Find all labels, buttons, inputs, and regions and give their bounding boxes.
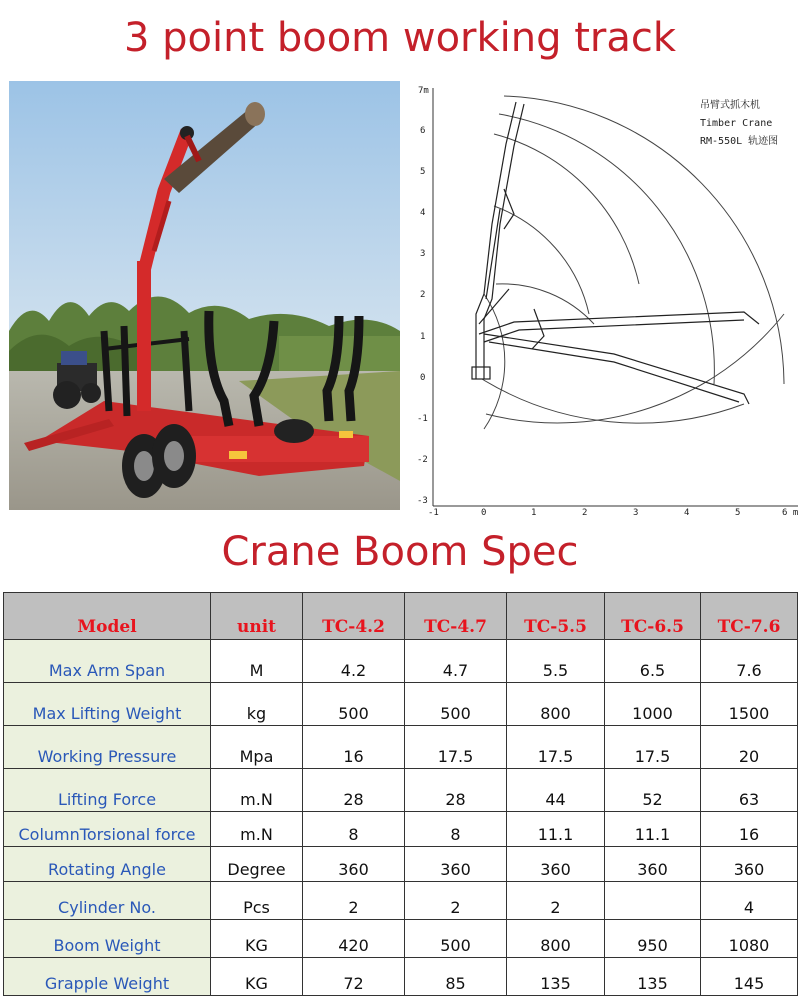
table-cell: 360 [405, 847, 507, 882]
table-cell: 800 [507, 920, 605, 958]
table-cell: 360 [701, 847, 798, 882]
row-unit: m.N [211, 769, 303, 812]
row-label: Grapple Weight [4, 958, 211, 996]
column-header: TC-5.5 [507, 593, 605, 640]
table-row [4, 769, 798, 812]
table-row [4, 882, 798, 920]
table-cell: 800 [507, 683, 605, 726]
table-row [4, 920, 798, 958]
row-unit: KG [211, 920, 303, 958]
row-unit: KG [211, 958, 303, 996]
table-cell: 950 [605, 920, 701, 958]
table-cell: 16 [701, 812, 798, 847]
row-label: Max Lifting Weight [4, 683, 211, 726]
row-label: ColumnTorsional force [4, 812, 211, 847]
table-cell: 8 [303, 812, 405, 847]
table-row [4, 640, 798, 683]
table-cell: 72 [303, 958, 405, 996]
row-label: Boom Weight [4, 920, 211, 958]
y-tick-label: 3 [420, 249, 426, 259]
x-tick-label: 6 m [782, 508, 799, 516]
y-tick-label: 7m [418, 86, 429, 96]
table-cell: 500 [303, 683, 405, 726]
y-tick-label: 5 [420, 167, 426, 177]
table-row [4, 812, 798, 847]
table-cell: 360 [303, 847, 405, 882]
diagram-label-en: Timber Crane [700, 118, 773, 129]
table-cell: 5.5 [507, 640, 605, 683]
table-cell: 4.7 [405, 640, 507, 683]
x-tick-label: 0 [481, 508, 487, 516]
table-cell: 16 [303, 726, 405, 769]
table-cell: 1080 [701, 920, 798, 958]
column-header: Model [4, 593, 211, 640]
table-cell: 500 [405, 920, 507, 958]
table-row [4, 683, 798, 726]
column-header: TC-7.6 [701, 593, 798, 640]
table-cell: 17.5 [405, 726, 507, 769]
row-label: Cylinder No. [4, 882, 211, 920]
table-cell: 11.1 [507, 812, 605, 847]
diagram-label-model: RM-550L 轨迹图 [700, 136, 779, 147]
row-unit: M [211, 640, 303, 683]
table-cell: 360 [507, 847, 605, 882]
table-cell: 11.1 [605, 812, 701, 847]
table-cell: 360 [605, 847, 701, 882]
table-cell: 2 [405, 882, 507, 920]
x-tick-label: 3 [633, 508, 639, 516]
table-cell: 44 [507, 769, 605, 812]
table-cell: 6.5 [605, 640, 701, 683]
y-tick-label: 6 [420, 126, 426, 136]
x-tick-label: 2 [582, 508, 588, 516]
table-cell: 17.5 [507, 726, 605, 769]
x-tick-label: 1 [531, 508, 537, 516]
table-row [4, 958, 798, 996]
page-title: 3 point boom working track [123, 15, 677, 61]
table-cell: 420 [303, 920, 405, 958]
table-cell: 135 [605, 958, 701, 996]
row-label: Lifting Force [4, 769, 211, 812]
table-row [4, 726, 798, 769]
y-tick-label: -2 [417, 455, 428, 465]
row-unit: kg [211, 683, 303, 726]
y-tick-label: 2 [420, 290, 426, 300]
table-cell: 52 [605, 769, 701, 812]
table-cell: 17.5 [605, 726, 701, 769]
section-title: Crane Boom Spec [221, 529, 579, 575]
x-tick-label: 4 [684, 508, 690, 516]
x-tick-label: 5 [735, 508, 741, 516]
column-header: TC-4.7 [405, 593, 507, 640]
table-cell: 135 [507, 958, 605, 996]
row-unit: m.N [211, 812, 303, 847]
y-tick-label: 4 [420, 208, 426, 218]
table-cell: 20 [701, 726, 798, 769]
table-header-row [4, 593, 798, 640]
row-label: Working Pressure [4, 726, 211, 769]
table-cell [605, 882, 701, 920]
working-track-diagram [414, 84, 800, 516]
y-tick-label: -1 [417, 414, 428, 424]
column-header: unit [211, 593, 303, 640]
y-tick-label: -3 [417, 496, 428, 506]
spec-table [3, 592, 798, 996]
row-unit: Pcs [211, 882, 303, 920]
table-cell: 28 [303, 769, 405, 812]
table-cell: 7.6 [701, 640, 798, 683]
y-tick-label: 0 [420, 373, 426, 383]
table-cell: 63 [701, 769, 798, 812]
table-cell: 1000 [605, 683, 701, 726]
table-cell: 8 [405, 812, 507, 847]
row-label: Max Arm Span [4, 640, 211, 683]
table-cell: 145 [701, 958, 798, 996]
column-header: TC-4.2 [303, 593, 405, 640]
table-cell: 500 [405, 683, 507, 726]
row-unit: Degree [211, 847, 303, 882]
y-tick-label: 1 [420, 332, 426, 342]
table-cell: 4 [701, 882, 798, 920]
table-cell: 2 [507, 882, 605, 920]
table-cell: 28 [405, 769, 507, 812]
column-header: TC-6.5 [605, 593, 701, 640]
diagram-label-cn: 吊臂式抓木机 [700, 100, 760, 111]
table-cell: 1500 [701, 683, 798, 726]
x-tick-label: -1 [428, 508, 439, 516]
table-cell: 2 [303, 882, 405, 920]
table-cell: 85 [405, 958, 507, 996]
crane-trailer-photo [9, 81, 400, 510]
table-row [4, 847, 798, 882]
table-cell: 4.2 [303, 640, 405, 683]
row-unit: Mpa [211, 726, 303, 769]
row-label: Rotating Angle [4, 847, 211, 882]
